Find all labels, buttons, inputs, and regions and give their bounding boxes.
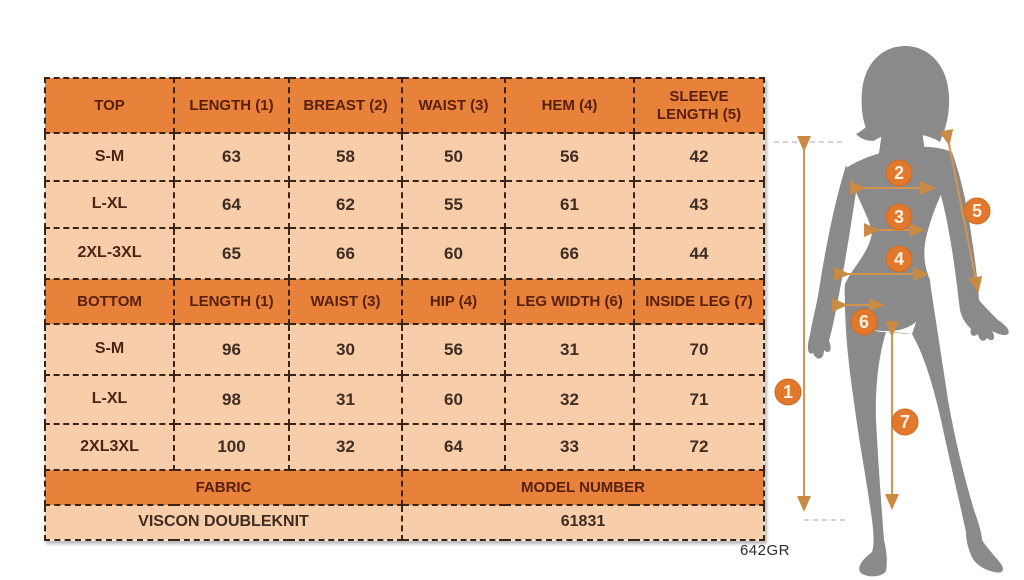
bottom-header-cell: WAIST (3) [289, 279, 402, 324]
model-number-value-cell: 61831 [402, 505, 764, 540]
bottom-header-cell: LEG WIDTH (6) [505, 279, 634, 324]
value-cell: 56 [505, 133, 634, 181]
bottom-header-cell: HIP (4) [402, 279, 505, 324]
value-cell: 56 [402, 324, 505, 375]
fabric-label-cell: FABRIC [45, 470, 402, 505]
size-cell: L-XL [45, 181, 174, 228]
size-cell: 2XL3XL [45, 424, 174, 470]
guide-lines [774, 142, 846, 520]
measurement-marker-1: 1 [782, 382, 794, 402]
top-header-cell: HEM (4) [505, 78, 634, 133]
value-cell: 50 [402, 133, 505, 181]
value-cell: 63 [174, 133, 289, 181]
value-cell: 32 [289, 424, 402, 470]
value-cell: 64 [402, 424, 505, 470]
value-cell: 33 [505, 424, 634, 470]
top-header-cell: BREAST (2) [289, 78, 402, 133]
value-cell: 60 [402, 375, 505, 424]
value-cell: 30 [289, 324, 402, 375]
value-cell: 60 [402, 228, 505, 279]
value-cell: 55 [402, 181, 505, 228]
bottom-header-cell: INSIDE LEG (7) [634, 279, 764, 324]
value-cell: 61 [505, 181, 634, 228]
value-cell: 43 [634, 181, 764, 228]
value-cell: 66 [289, 228, 402, 279]
measurement-marker-7: 7 [899, 412, 911, 432]
value-cell: 66 [505, 228, 634, 279]
size-cell: S-M [45, 133, 174, 181]
measurement-marker-3: 3 [893, 207, 905, 227]
bottom-header-row [45, 279, 764, 324]
size-cell: S-M [45, 324, 174, 375]
table-row [45, 133, 764, 181]
bottom-header-cell: LENGTH (1) [174, 279, 289, 324]
size-cell: L-XL [45, 375, 174, 424]
value-cell: 62 [289, 181, 402, 228]
woman-silhouette [808, 46, 1009, 576]
value-cell: 44 [634, 228, 764, 279]
value-cell: 31 [505, 324, 634, 375]
value-cell: 96 [174, 324, 289, 375]
table-row [45, 324, 764, 375]
product-code: 642GR [739, 542, 790, 559]
bottom-header-cell: BOTTOM [45, 279, 174, 324]
size-cell: 2XL-3XL [45, 228, 174, 279]
table-row [45, 424, 764, 470]
table-row [45, 181, 764, 228]
measurement-marker-6: 6 [858, 312, 870, 332]
value-cell: 72 [634, 424, 764, 470]
value-cell: 100 [174, 424, 289, 470]
value-cell: 70 [634, 324, 764, 375]
measurement-figure [774, 0, 1024, 580]
value-cell: 32 [505, 375, 634, 424]
value-cell: 58 [289, 133, 402, 181]
value-cell: 65 [174, 228, 289, 279]
value-cell: 71 [634, 375, 764, 424]
measurement-marker-2: 2 [893, 163, 905, 183]
table-row [45, 228, 764, 279]
footer-header-row [45, 470, 764, 505]
measurement-marker-5: 5 [971, 201, 983, 221]
model-number-label-cell: MODEL NUMBER [402, 470, 764, 505]
top-header-cell: WAIST (3) [402, 78, 505, 133]
size-chart-table [44, 77, 765, 541]
measurement-marker-4: 4 [893, 249, 905, 269]
top-header-row [45, 78, 764, 133]
value-cell: 42 [634, 133, 764, 181]
top-header-cell: TOP [45, 78, 174, 133]
value-cell: 98 [174, 375, 289, 424]
value-cell: 64 [174, 181, 289, 228]
value-cell: 31 [289, 375, 402, 424]
top-header-cell: SLEEVE LENGTH (5) [634, 78, 764, 133]
top-header-cell: LENGTH (1) [174, 78, 289, 133]
footer-value-row [45, 505, 764, 540]
table-row [45, 375, 764, 424]
fabric-value-cell: VISCON DOUBLEKNIT [45, 505, 402, 540]
